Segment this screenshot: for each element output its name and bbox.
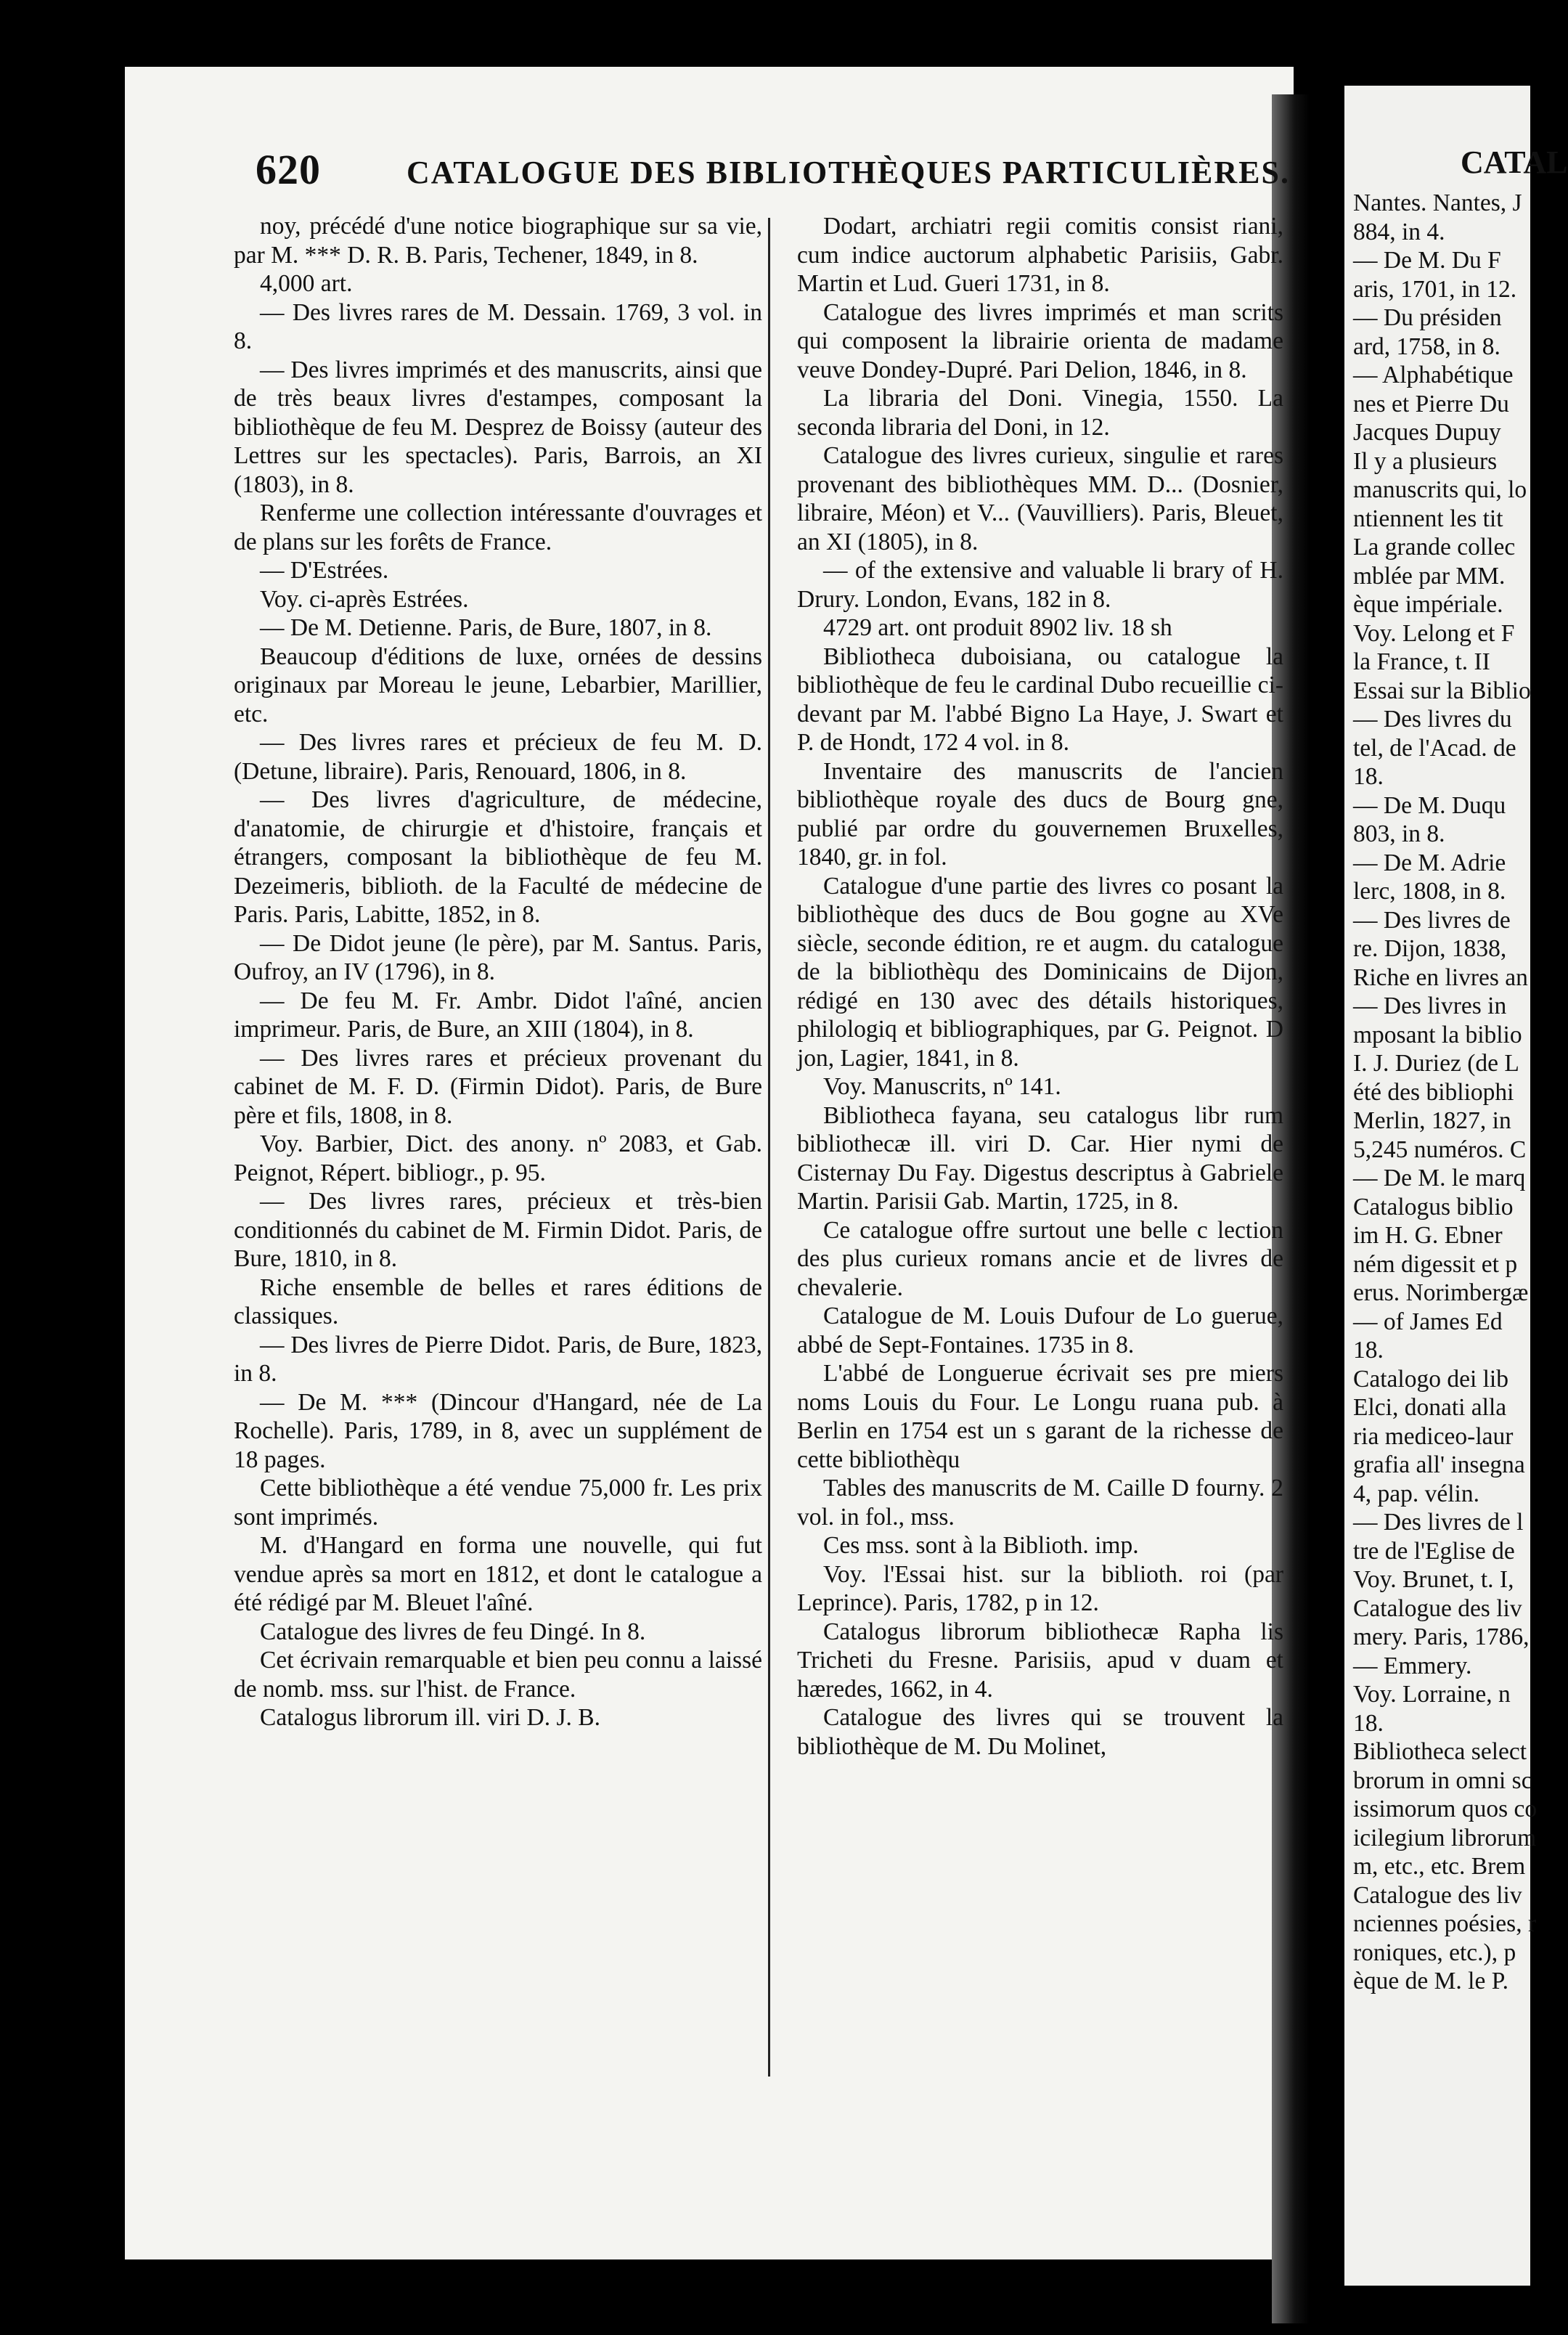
- catalogue-entry: ard, 1758, in 8.: [1353, 333, 1500, 360]
- catalogue-entry: Jacques Dupuy: [1353, 419, 1501, 446]
- catalogue-entry: Catalogue des livres imprimés et man scrits qui composent la librairie orienta de madame veuve Dondey-Dupré. Pari Delion, 1846, in 8.: [797, 298, 1283, 383]
- catalogue-entry: L'abbé de Longuerue écrivait ses pre miers noms Louis du Four. Le Longu ruana pub. à Berlin en 1754 est un s garant de la richesse de cette bibliothèqu: [797, 1360, 1283, 1473]
- catalogue-entry: — D'Estrées.: [260, 557, 389, 584]
- catalogue-entry: — Des livres d'agriculture, de médecine, d'anatomie, de chirurgie et d'histoire, français et étrangers, composant la bibliothèque de feu M. Dezeimeris, biblioth. de la Faculté de médecine de Paris. Paris, Labitte, 1852, in 8.: [234, 786, 762, 928]
- catalogue-entry: — of the extensive and valuable li brary of H. Drury. London, Evans, 182 in 8.: [797, 557, 1283, 613]
- catalogue-entry: Ce catalogue offre surtout une belle c lection des plus curieux romans ancie et de livres de chevalerie.: [797, 1216, 1283, 1301]
- catalogue-entry: I. J. Duriez (de L: [1353, 1050, 1519, 1077]
- catalogue-entry: — Du présiden: [1353, 304, 1502, 331]
- catalogue-entry: mblée par MM.: [1353, 562, 1506, 590]
- catalogue-entry: 4,000 art.: [260, 270, 353, 297]
- catalogue-entry: Catalogue des livres curieux, singulie et rares provenant des bibliothèques MM. D... (Dosnier, libraire, Méon) et V... (Vauvilliers). Paris, Bleuet, an XI (1805), in 8.: [797, 442, 1283, 555]
- catalogue-entry: Ces mss. sont à la Biblioth. imp.: [823, 1532, 1139, 1559]
- catalogue-entry: 18.: [1353, 1337, 1384, 1364]
- catalogue-entry: Catalogus librorum ill. viri D. J. B.: [260, 1704, 600, 1731]
- catalogue-entry: Merlin, 1827, in: [1353, 1107, 1511, 1134]
- catalogue-entry: Nantes. Nantes, J: [1353, 190, 1522, 216]
- catalogue-entry: Riche en livres an: [1353, 963, 1528, 991]
- catalogue-entry: 18.: [1353, 763, 1384, 790]
- catalogue-entry: la France, t. II: [1353, 648, 1490, 675]
- catalogue-entry: Voy. Barbier, Dict. des anony. nº 2083, et Gab. Peignot, Répert. bibliogr., p. 95.: [234, 1130, 762, 1186]
- catalogue-entry: La libraria del Doni. Vinegia, 1550. La seconda libraria del Doni, in 12.: [797, 385, 1283, 441]
- facing-page-column: [1353, 189, 1538, 1996]
- catalogue-entry: 4, pap. vélin.: [1353, 1480, 1479, 1507]
- catalogue-entry: Catalogue des liv: [1353, 1881, 1522, 1909]
- catalogue-entry: Catalogue de M. Louis Dufour de Lo guerue, abbé de Sept-Fontaines. 1735 in 8.: [797, 1303, 1283, 1358]
- catalogue-entry: Dodart, archiatri regii comitis consist riani, cum indice auctorum alphabetic Parisiis, Gabr. Martin et Lud. Gueri 1731, in 8.: [797, 213, 1283, 297]
- left-column: [234, 212, 762, 1732]
- catalogue-entry: ném digessit et p: [1353, 1250, 1518, 1278]
- catalogue-entry: Elci, donati alla: [1353, 1394, 1507, 1421]
- catalogue-entry: Cette bibliothèque a été vendue 75,000 fr. Les prix sont imprimés.: [234, 1475, 762, 1531]
- catalogue-entry: brorum in omni sc: [1353, 1766, 1532, 1794]
- catalogue-entry: La grande collec: [1353, 534, 1516, 561]
- catalogue-entry: M. d'Hangard en forma une nouvelle, qui fut vendue après sa mort en 1812, et dont le catalogue a été rédigé par M. Bleuet l'aîné.: [234, 1532, 762, 1616]
- catalogue-entry: Catalogue des livres qui se trouvent la bibliothèque de M. Du Molinet,: [797, 1704, 1283, 1760]
- catalogue-entry: — Des livres rares de M. Dessain. 1769, 3 vol. in 8.: [234, 298, 762, 354]
- catalogue-entry: Essai sur la Biblio: [1353, 677, 1531, 704]
- catalogue-entry: Renferme une collection intéressante d'ouvrages et de plans sur les forêts de France.: [234, 500, 762, 555]
- catalogue-entry: 5,245 numéros. C: [1353, 1136, 1527, 1163]
- catalogue-entry: tre de l'Eglise de: [1353, 1537, 1515, 1565]
- catalogue-entry: Voy. ci-après Estrées.: [260, 585, 469, 613]
- catalogue-entry: Beaucoup d'éditions de luxe, ornées de dessins originaux par Moreau le jeune, Lebarbier, Marillier, etc.: [234, 643, 762, 728]
- catalogue-entry: icilegium librorum: [1353, 1824, 1537, 1851]
- catalogue-entry: re. Dijon, 1838,: [1353, 935, 1507, 962]
- catalogue-entry: Catalogus biblio: [1353, 1193, 1514, 1221]
- catalogue-entry: 18.: [1353, 1709, 1384, 1737]
- middle-column: [797, 212, 1283, 1761]
- catalogue-entry: èque impériale.: [1353, 591, 1503, 618]
- catalogue-entry: Riche ensemble de belles et rares éditions de classiques.: [234, 1274, 762, 1329]
- catalogue-entry: nes et Pierre Du: [1353, 390, 1509, 417]
- catalogue-entry: Catalogue d'une partie des livres co posant la bibliothèque des ducs de Bou gogne au XVe siècle, seconde édition, re et augm. du catalogue de la bibliothèqu des Dominicains de Dijon, rédigé en 130 avec des détails historiques, philologiq et bibliographiques, par G. Peignot. D jon, Lagier, 1841, in 8.: [797, 872, 1283, 1072]
- catalogue-entry: Tables des manuscrits de M. Caille D fourny. 2 vol. in fol., mss.: [797, 1475, 1283, 1531]
- page-number: 620: [256, 146, 321, 193]
- catalogue-entry: ntiennent les tit: [1353, 505, 1503, 532]
- catalogue-entry: tel, de l'Acad. de: [1353, 734, 1516, 762]
- catalogue-entry: roniques, etc.), p: [1353, 1939, 1516, 1966]
- facing-page: [1344, 86, 1568, 2286]
- catalogue-entry: — De M. Adrie: [1353, 849, 1506, 876]
- catalogue-entry: — Des livres rares, précieux et très-bien conditionnés du cabinet de M. Firmin Didot. Paris, de Bure, 1810, in 8.: [234, 1188, 762, 1272]
- catalogue-entry: mery. Paris, 1786,: [1353, 1623, 1530, 1650]
- catalogue-entry: — Des livres in: [1353, 993, 1507, 1019]
- catalogue-entry: mposant la biblio: [1353, 1021, 1522, 1048]
- catalogue-entry: — Des livres du: [1353, 706, 1512, 733]
- catalogue-entry: — Des livres imprimés et des manuscrits, ainsi que de très beaux livres d'estampes, composant la bibliothèque de feu M. Desprez de Boissy (auteur des Lettres sur les spectacles). Paris, Barrois, an XI (1803), in 8.: [234, 356, 762, 498]
- catalogue-entry: erus. Norimbergæ: [1353, 1279, 1529, 1306]
- running-title: CATALOGUE DES BIBLIOTHÈQUES PARTICULIÈRES.: [407, 155, 1290, 190]
- catalogue-entry: Bibliotheca fayana, seu catalogus libr rum bibliothecæ ill. viri D. Car. Hier nymi de Cisternay Du Fay. Digestus descriptus à Gabriele Martin. Parisii Gab. Martin, 1725, in 8.: [797, 1101, 1283, 1215]
- catalogue-entry: manuscrits qui, lo: [1353, 476, 1527, 503]
- catalogue-entry: — Des livres de Pierre Didot. Paris, de Bure, 1823, in 8.: [234, 1331, 762, 1387]
- column-rule: [768, 218, 770, 2077]
- catalogue-entry: lerc, 1808, in 8.: [1353, 878, 1506, 905]
- catalogue-entry: m, etc., etc. Brem: [1353, 1853, 1526, 1880]
- catalogue-entry: — Des livres de l: [1353, 1509, 1524, 1536]
- catalogue-entry: Catalogue des livres de feu Dingé. In 8.: [260, 1618, 646, 1645]
- catalogue-entry: ria mediceo-laur: [1353, 1422, 1514, 1450]
- catalogue-entry: — Emmery.: [1353, 1652, 1472, 1679]
- catalogue-entry: im H. G. Ebner: [1353, 1222, 1503, 1249]
- catalogue-entry: — Des livres de: [1353, 906, 1511, 934]
- catalogue-entry: Catalogue des liv: [1353, 1594, 1522, 1622]
- catalogue-entry: aris, 1701, in 12.: [1353, 275, 1517, 303]
- catalogue-entry: Voy. Brunet, t. I,: [1353, 1566, 1514, 1593]
- catalogue-entry: Bibliotheca duboisiana, ou catalogue la bibliothèque de feu le cardinal Dubo recueillie ci-devant par M. l'abbé Bigno La Haye, J. Swart et P. de Hondt, 172 4 vol. in 8.: [797, 643, 1283, 756]
- catalogue-entry: nciennes poésies, r: [1353, 1910, 1537, 1937]
- catalogue-entry: — De feu M. Fr. Ambr. Didot l'aîné, ancien imprimeur. Paris, de Bure, an XIII (1804), in 8.: [234, 987, 762, 1043]
- catalogue-entry: — Des livres rares et précieux provenant du cabinet de M. F. D. (Firmin Didot). Paris, de Bure père et fils, 1808, in 8.: [234, 1044, 762, 1129]
- catalogue-entry: Voy. l'Essai hist. sur la biblioth. roi (par Leprince). Paris, 1782, p in 12.: [797, 1560, 1283, 1616]
- catalogue-entry: 884, in 4.: [1353, 218, 1445, 245]
- catalogue-entry: Bibliotheca select: [1353, 1738, 1527, 1765]
- catalogue-entry: Il y a plusieurs: [1353, 447, 1498, 475]
- catalogue-entry: Voy. Lelong et F: [1353, 619, 1515, 647]
- catalogue-entry: été des bibliophi: [1353, 1078, 1514, 1106]
- catalogue-entry: 803, in 8.: [1353, 820, 1445, 847]
- catalogue-entry: — De M. Du F: [1353, 247, 1501, 274]
- facing-page-header: CATAL: [1461, 144, 1568, 180]
- catalogue-entry: — Alphabétique: [1353, 362, 1514, 388]
- catalogue-entry: Voy. Manuscrits, nº 141.: [823, 1073, 1061, 1100]
- catalogue-entry: èque de M. le P.: [1353, 1968, 1508, 1994]
- catalogue-entry: Catalogo dei lib: [1353, 1365, 1508, 1393]
- catalogue-entry: Catalogus librorum bibliothecæ Rapha lis Tricheti du Fresne. Parisiis, apud v duam et hæredes, 1662, in 4.: [797, 1618, 1283, 1703]
- catalogue-entry: 4729 art. ont produit 8902 liv. 18 sh: [823, 614, 1172, 641]
- catalogue-entry: Voy. Lorraine, n: [1353, 1681, 1511, 1708]
- catalogue-entry: — De Didot jeune (le père), par M. Santus. Paris, Oufroy, an IV (1796), in 8.: [234, 929, 762, 985]
- catalogue-entry: — De M. Detienne. Paris, de Bure, 1807, in 8.: [260, 614, 712, 641]
- catalogue-entry: Cet écrivain remarquable et bien peu connu a laissé de nomb. mss. sur l'hist. de France.: [234, 1647, 762, 1703]
- catalogue-entry: grafia all' insegna: [1353, 1451, 1525, 1478]
- catalogue-entry: noy, précédé d'une notice biographique sur sa vie, par M. *** D. R. B. Paris, Techener, 1849, in 8.: [234, 213, 762, 269]
- catalogue-entry: — De M. Duqu: [1353, 791, 1506, 819]
- catalogue-entry: — De M. *** (Dincour d'Hangard, née de La Rochelle). Paris, 1789, in 8, avec un supplément de 18 pages.: [234, 1388, 762, 1473]
- catalogue-entry: issimorum quos co: [1353, 1796, 1538, 1822]
- catalogue-entry: Inventaire des manuscrits de l'ancien bibliothèque royale des ducs de Bourg gne, publié par ordre du gouvernemen Bruxelles, 1840, gr. in fol.: [797, 757, 1283, 871]
- catalogue-entry: — De M. le marq: [1353, 1165, 1526, 1191]
- catalogue-entry: — Des livres rares et précieux de feu M. D. (Detune, libraire). Paris, Renouard, 1806, in 8.: [234, 729, 762, 785]
- catalogue-entry: — of James Ed: [1353, 1308, 1503, 1335]
